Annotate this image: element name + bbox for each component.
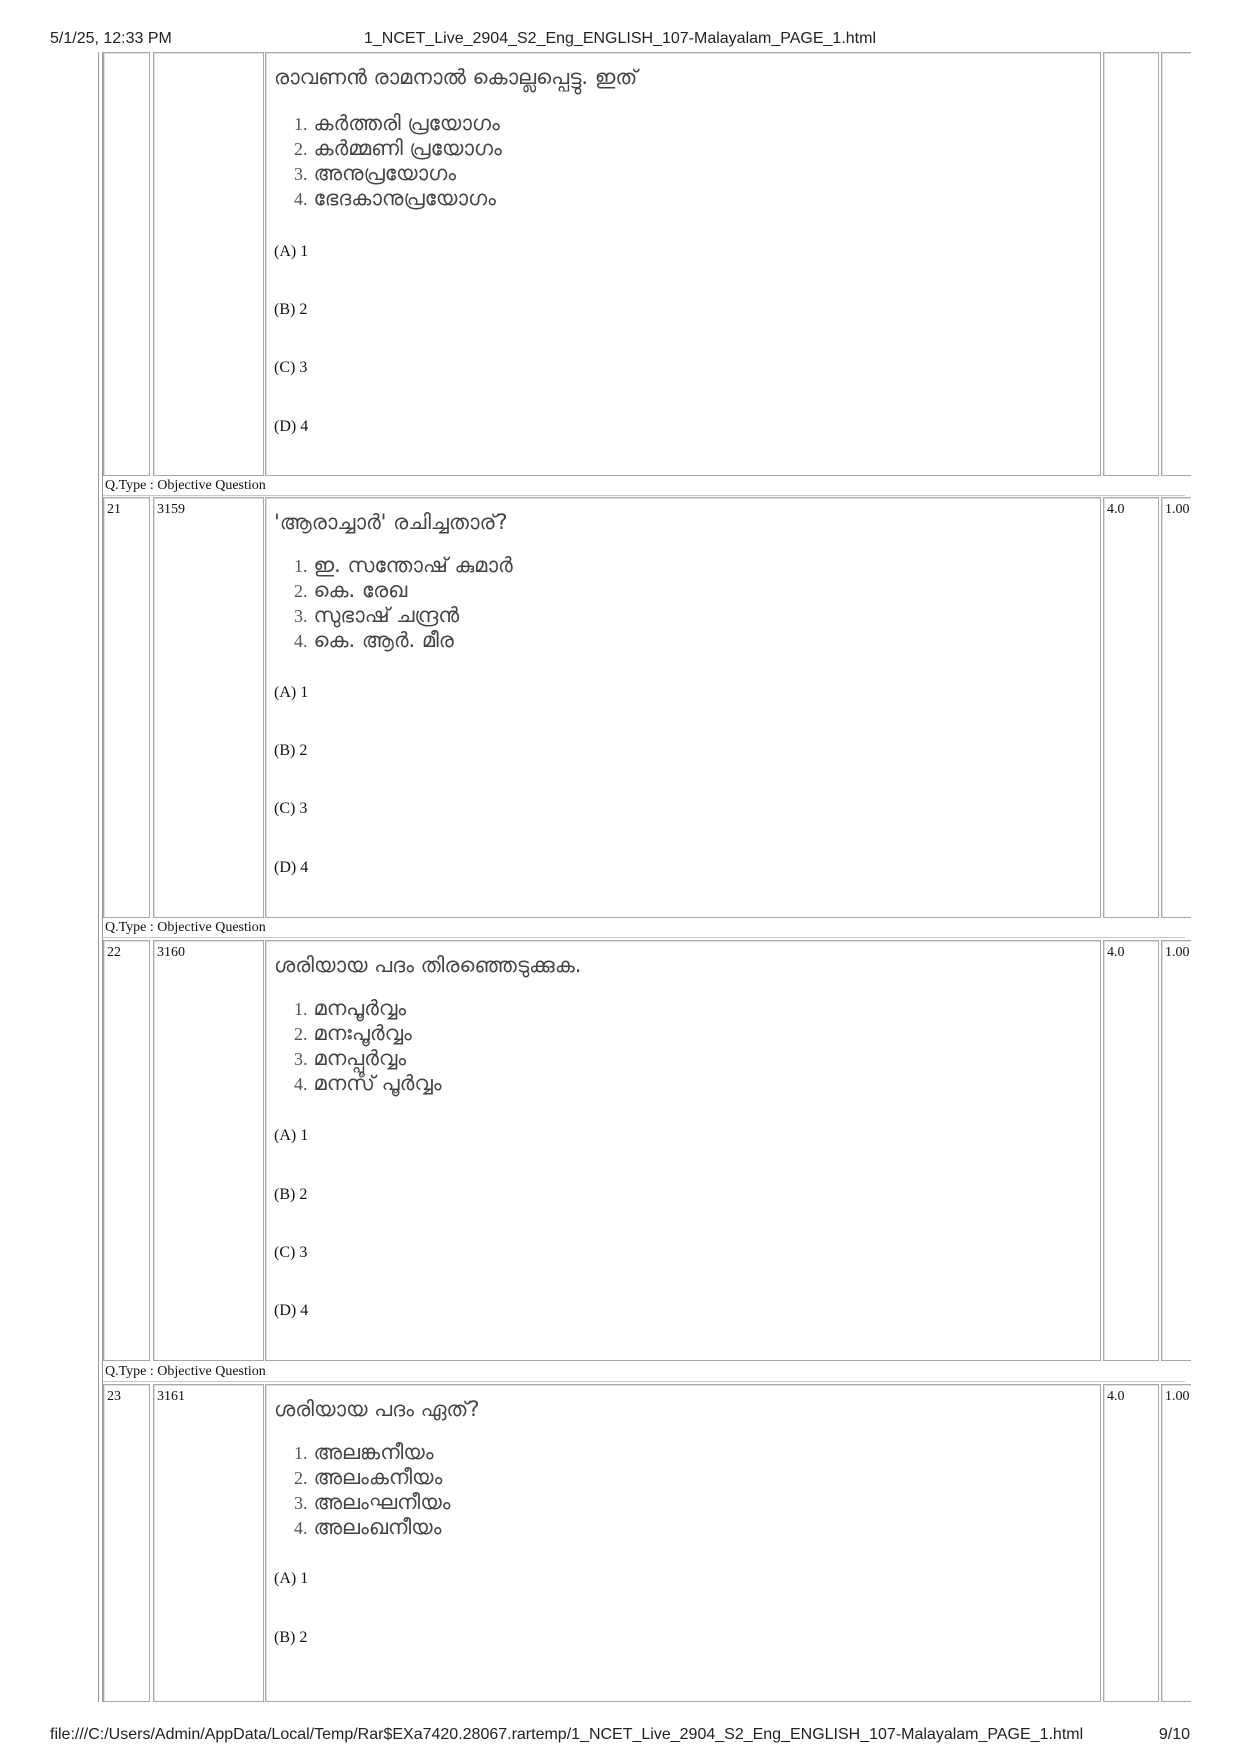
option-item xyxy=(294,1071,442,1096)
option-item xyxy=(294,161,502,186)
question-id-text: 3161 xyxy=(157,1389,185,1404)
answer-choice: (C) 3 xyxy=(274,359,308,376)
option-text: ഭേദകാനുപ്രയോഗം xyxy=(313,186,496,210)
question-number-text: 21 xyxy=(107,502,121,517)
question-body-cell xyxy=(265,940,1101,1361)
question-body-cell xyxy=(265,497,1101,918)
option-item xyxy=(294,136,502,161)
option-text: സുഭാഷ് ചന്ദ്രൻ xyxy=(313,603,460,627)
option-number: 1. xyxy=(294,114,308,134)
option-list xyxy=(294,996,442,1096)
negative-marks-text: 1.00 xyxy=(1165,502,1190,517)
negative-marks-cell xyxy=(1161,52,1191,476)
option-text: മനസ് പൂർവ്വം xyxy=(313,1071,442,1095)
option-number: 1. xyxy=(294,556,308,576)
answer-choice: (D) 4 xyxy=(274,418,309,435)
question-id-text: 3160 xyxy=(157,945,185,960)
question-number-cell xyxy=(103,940,150,1361)
option-text: അലങ്കനീയം xyxy=(313,1440,434,1464)
option-number: 4. xyxy=(294,631,308,651)
answer-choice: (D) 4 xyxy=(274,1302,309,1319)
print-datetime: 5/1/25, 12:33 PM xyxy=(50,30,172,47)
question-text: ശരിയായ പദം തിരഞ്ഞെടുക്കുക. xyxy=(274,953,582,977)
question-number-text xyxy=(104,53,149,61)
option-number: 3. xyxy=(294,606,308,626)
answer-choice: (B) 2 xyxy=(274,742,308,759)
option-number: 1. xyxy=(294,999,308,1019)
question-number-cell xyxy=(103,1384,150,1702)
question-type-label: Q.Type : Objective Question xyxy=(103,476,1185,496)
option-number: 1. xyxy=(294,1443,308,1463)
option-item xyxy=(294,996,442,1021)
option-number: 4. xyxy=(294,1074,308,1094)
answer-choice: (B) 2 xyxy=(274,1186,308,1203)
option-list xyxy=(294,111,502,211)
option-number: 4. xyxy=(294,1518,308,1538)
print-footer xyxy=(0,1726,1240,1748)
negative-marks-text: 1.00 xyxy=(1165,945,1190,960)
print-title: 1_NCET_Live_2904_S2_Eng_ENGLISH_107-Malayalam_PAGE_1.html xyxy=(364,30,876,47)
print-header xyxy=(0,30,1240,52)
option-item xyxy=(294,1046,442,1071)
answer-choice: (A) 1 xyxy=(274,243,309,260)
question-text: രാവണൻ രാമനാൽ കൊല്ലപ്പെട്ടു. ഇത് xyxy=(274,65,638,89)
option-item xyxy=(294,1490,450,1515)
question-row xyxy=(103,497,1190,918)
option-text: മനഃപൂർവ്വം xyxy=(313,1021,412,1045)
page-number: 9/10 xyxy=(1158,1726,1190,1743)
option-text: അലംഖനീയം xyxy=(313,1515,442,1539)
negative-marks-cell xyxy=(1161,1384,1191,1702)
option-text: കർമ്മണി പ്രയോഗം xyxy=(313,136,502,160)
question-text: ശരിയായ പദം ഏത്? xyxy=(274,1397,480,1421)
option-number: 2. xyxy=(294,1468,308,1488)
option-text: അനുപ്രയോഗം xyxy=(313,161,457,185)
question-id-cell xyxy=(153,497,264,918)
option-number: 3. xyxy=(294,1493,308,1513)
marks-cell xyxy=(1103,940,1159,1361)
answer-choice: (B) 2 xyxy=(274,1629,308,1646)
question-id-cell xyxy=(153,940,264,1361)
option-item xyxy=(294,1440,450,1465)
question-number-cell xyxy=(103,497,150,918)
option-item xyxy=(294,578,513,603)
marks-text xyxy=(1104,53,1158,61)
question-id-cell xyxy=(153,1384,264,1702)
question-type-label: Q.Type : Objective Question xyxy=(103,1362,1185,1382)
option-text: കെ. ആർ. മീര xyxy=(313,628,454,652)
question-row xyxy=(103,1384,1190,1702)
answer-choice: (B) 2 xyxy=(274,301,308,318)
negative-marks-text xyxy=(1162,53,1191,61)
option-item xyxy=(294,553,513,578)
option-number: 3. xyxy=(294,1049,308,1069)
page-frame-line xyxy=(98,52,99,1702)
option-list xyxy=(294,553,513,653)
option-text: ഇ. സന്തോഷ് കുമാർ xyxy=(313,553,513,577)
option-item xyxy=(294,1515,450,1540)
question-id-cell xyxy=(153,52,264,476)
answer-choice: (A) 1 xyxy=(274,684,309,701)
option-text: മനപ്പൂർവ്വം xyxy=(313,1046,407,1070)
answer-choice: (D) 4 xyxy=(274,859,309,876)
answer-choice: (C) 3 xyxy=(274,800,308,817)
question-number-text: 23 xyxy=(107,1389,121,1404)
question-id-text: 3159 xyxy=(157,502,185,517)
question-text: 'ആരാച്ചാർ' രചിച്ചതാര്? xyxy=(274,510,508,534)
option-number: 4. xyxy=(294,189,308,209)
option-number: 2. xyxy=(294,139,308,159)
option-number: 2. xyxy=(294,1024,308,1044)
question-body-cell xyxy=(265,52,1101,476)
option-number: 3. xyxy=(294,164,308,184)
question-id-text xyxy=(154,53,263,61)
option-item xyxy=(294,1021,442,1046)
option-text: അലംഘനീയം xyxy=(313,1490,451,1514)
question-body-cell xyxy=(265,1384,1101,1702)
option-text: കർത്തരി പ്രയോഗം xyxy=(313,111,500,135)
question-type-label: Q.Type : Objective Question xyxy=(103,918,1185,938)
marks-cell xyxy=(1103,52,1159,476)
marks-text: 4.0 xyxy=(1107,945,1125,960)
negative-marks-text: 1.00 xyxy=(1165,1389,1190,1404)
answer-choice: (C) 3 xyxy=(274,1244,308,1261)
answer-choice: (A) 1 xyxy=(274,1127,309,1144)
answer-choice: (A) 1 xyxy=(274,1570,309,1587)
option-text: കെ. രേഖ xyxy=(313,578,408,602)
option-text: അലംകനീയം xyxy=(313,1465,443,1489)
marks-text: 4.0 xyxy=(1107,1389,1125,1404)
option-number: 2. xyxy=(294,581,308,601)
marks-cell xyxy=(1103,1384,1159,1702)
question-row xyxy=(103,940,1190,1361)
negative-marks-cell xyxy=(1161,940,1191,1361)
option-item xyxy=(294,186,502,211)
option-text: മനപൂർവ്വം xyxy=(313,996,407,1020)
option-item xyxy=(294,603,513,628)
question-number-text: 22 xyxy=(107,945,121,960)
file-path: file:///C:/Users/Admin/AppData/Local/Temp/Rar$EXa7420.28067.rartemp/1_NCET_Live_2904_S2_Eng_ENGLISH_107-Malayalam_PAGE_1.html xyxy=(50,1726,1084,1743)
marks-cell xyxy=(1103,497,1159,918)
option-item xyxy=(294,628,513,653)
option-item xyxy=(294,111,502,136)
negative-marks-cell xyxy=(1161,497,1191,918)
marks-text: 4.0 xyxy=(1107,502,1125,517)
option-list xyxy=(294,1440,450,1540)
question-number-cell xyxy=(103,52,150,476)
question-row xyxy=(103,52,1185,476)
option-item xyxy=(294,1465,450,1490)
